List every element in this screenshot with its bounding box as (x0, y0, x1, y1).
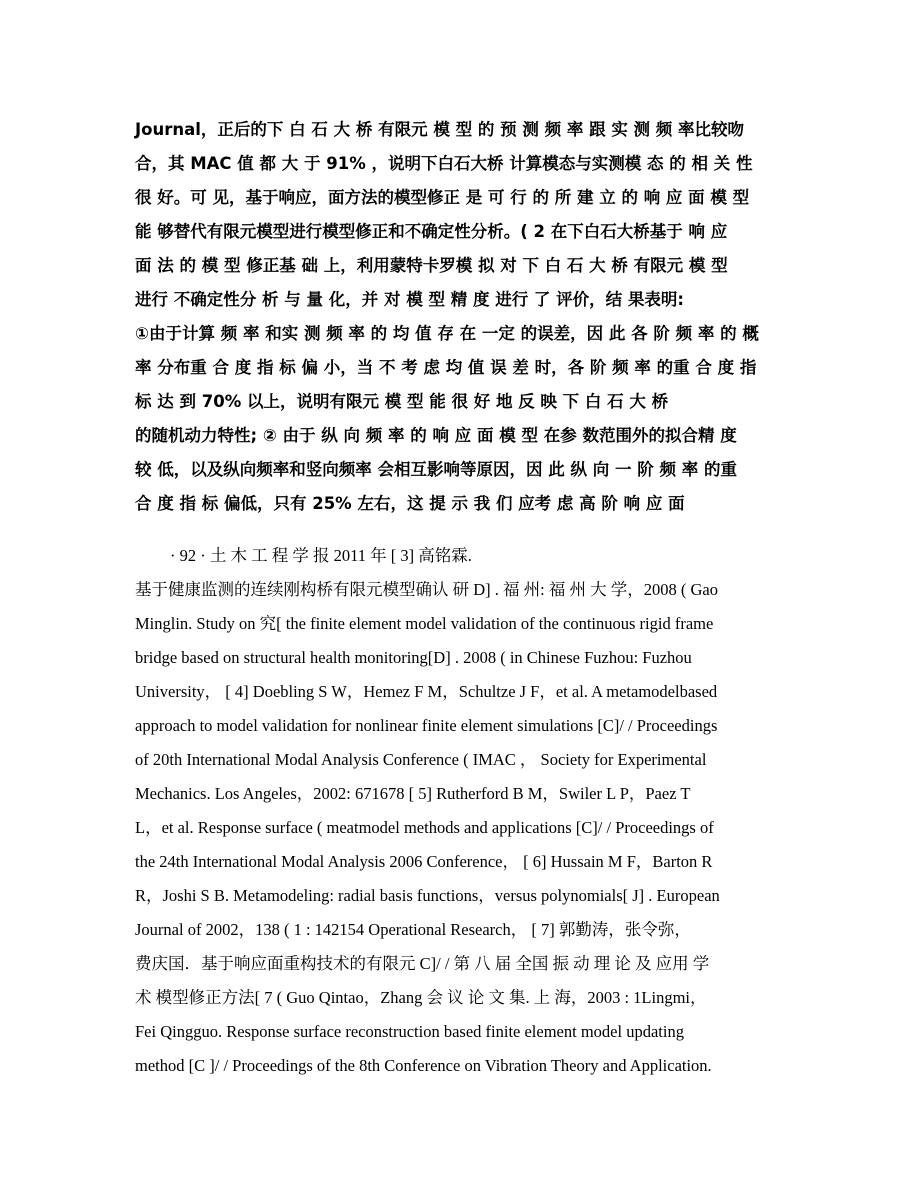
page-header: · 92 · 土 木 工 程 学 报 2011 年 [ 3] 高铭霖. (170, 546, 472, 565)
body-line: 的随机动力特性; ② 由于 纵 向 频 率 的 响 应 面 模 型 在参 数范围外的拟合精 度 (135, 426, 737, 445)
body-line: 面 法 的 模 型 修正基 础 上，利用蒙特卡罗模 拟 对 下 白 石 大 桥 有限元 模 型 (135, 256, 728, 275)
body-line: 较 低，以及纵向频率和竖向频率 会相互影响等原因，因 此 纵 向 一 阶 频 率 的重 (135, 460, 737, 479)
reference-line: R，Joshi S B. Metamodeling: radial basis functions，versus polynomials[ J] . European (135, 886, 720, 905)
reference-line: the 24th International Modal Analysis 2006 Conference， [ 6] Hussain M F，Barton R (135, 852, 713, 871)
body-line: 能 够替代有限元模型进行模型修正和不确定性分析。( 2 在下白石大桥基于 响 应 (135, 222, 728, 241)
reference-line: 费庆国．基于响应面重构技术的有限元 C]/ / 第 八 届 全国 振 动 理 论 及 应用 学 (135, 954, 710, 973)
body-line: Journal，正后的下 白 石 大 桥 有限元 模 型 的 预 测 频 率 跟 实 测 频 率比较吻 (135, 120, 745, 139)
body-line: 很 好。可 见，基于响应，面方法的模型修正 是 可 行 的 所 建 立 的 响 应 面 模 型 (135, 188, 750, 207)
body-line: 率 分布重 合 度 指 标 偏 小，当 不 考 虑 均 值 误 差 时，各 阶 频 率 的重 合 度 指 (135, 358, 757, 377)
reference-line: Minglin. Study on 究[ the finite element model validation of the continuous rigid frame (135, 614, 714, 633)
reference-line: bridge based on structural health monitoring[D] . 2008 ( in Chinese Fuzhou: Fuzhou (135, 648, 692, 667)
reference-line: Mechanics. Los Angeles，2002: 671678 [ 5] Rutherford B M，Swiler L P，Paez T (135, 784, 691, 803)
reference-line: of 20th International Modal Analysis Conference ( IMAC ， Society for Experimental (135, 750, 707, 769)
reference-line: approach to model validation for nonlinear finite element simulations [C]/ / Proceedings (135, 716, 718, 735)
reference-line: Journal of 2002，138 ( 1 : 142154 Operational Research， [ 7] 郭勤涛，张令弥， (135, 920, 691, 939)
body-line: 进行 不确定性分 析 与 量 化，并 对 模 型 精 度 进行 了 评价，结 果表明: (135, 290, 685, 309)
reference-line: L，et al. Response surface ( meatmodel methods and applications [C]/ / Proceedings of (135, 818, 714, 837)
reference-line: 术 模型修正方法[ 7 ( Guo Qintao，Zhang 会 议 论 文 集. 上 海，2003 : 1Lingmi， (135, 988, 707, 1007)
reference-line: Fei Qingguo. Response surface reconstruction based finite element model updating (135, 1022, 684, 1041)
body-line: ①由于计算 频 率 和实 测 频 率 的 均 值 存 在 一定 的误差，因 此 各 阶 频 率 的 概 (135, 324, 759, 343)
reference-line: 基于健康监测的连续刚构桥有限元模型确认 研 D] . 福 州: 福 州 大 学，2008 ( Gao (135, 580, 718, 599)
body-line: 标 达 到 70% 以上，说明有限元 模 型 能 很 好 地 反 映 下 白 石 大 桥 (135, 392, 669, 411)
reference-line: method [C ]/ / Proceedings of the 8th Conference on Vibration Theory and Application. (135, 1056, 712, 1075)
body-line: 合，其 MAC 值 都 大 于 91% ，说明下白石大桥 计算模态与实测模 态 的 相 关 性 (135, 154, 753, 173)
body-line: 合 度 指 标 偏低，只有 25% 左右，这 提 示 我 们 应考 虑 高 阶 响 应 面 (135, 494, 685, 513)
reference-line: University， [ 4] Doebling S W，Hemez F M，Schultze J F，et al. A metamodelbased (135, 682, 718, 701)
